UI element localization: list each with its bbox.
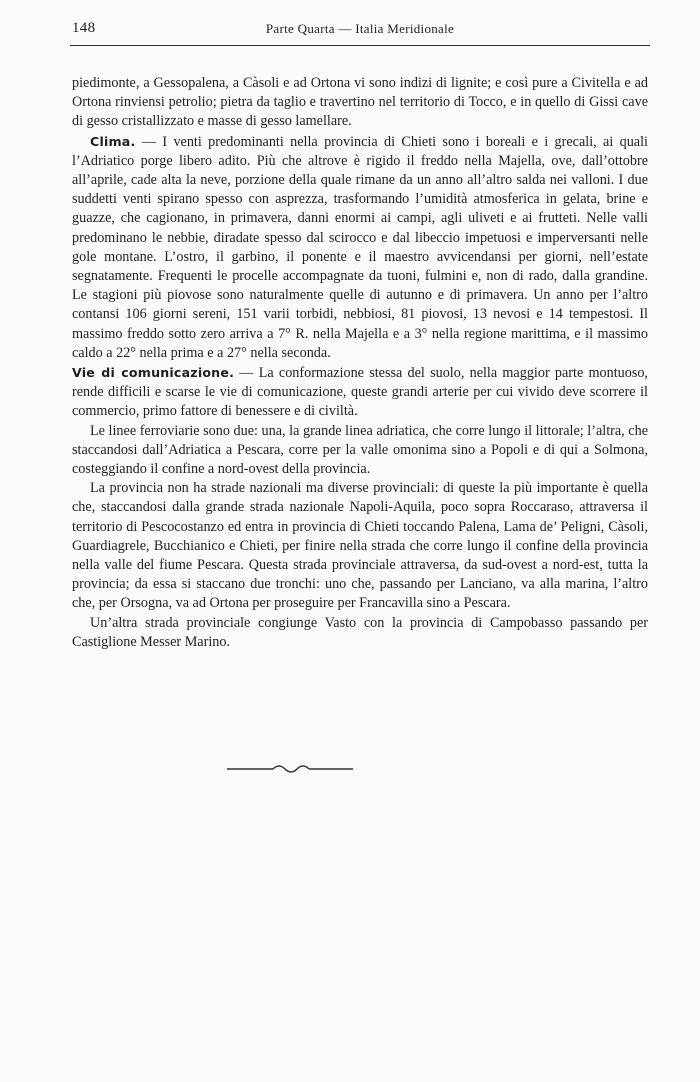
running-title: Parte Quarta — Italia Meridionale: [265, 21, 455, 36]
paragraph-linee-ferroviarie: [72, 422, 648, 480]
section-title-clima: Clima.: [90, 133, 136, 149]
paragraph-strade-provinciali: [72, 479, 648, 613]
body-text: [72, 74, 648, 652]
running-head: [72, 18, 648, 40]
paragraph-lignite: [72, 74, 648, 132]
section-title-vie-di-comunicazione: Vie di comunicazione.: [72, 365, 235, 381]
paragraph-text: La provincia non ha strade nazionali ma diverse provinciali: di queste la più importante è quella che, staccandosi dalla grande strada nazionale Napoli-Aquila, poco sopra Roccaraso, attraversa il territorio di Pescocostanzo ed entra in provincia di Chieti toccando Palena, Lama de’ Peligni, Càsoli, Guardiagrele, Bucchianico e Chieti, per finire nella strada che corre lungo il confine della provincia nella valle del fiume Pescara. Questa strada provinciale attraversa, da sud-ovest a nord-est, tutta la provincia; da essa si staccano due tronchi: uno che, passando per Lanciano, va alla marina, l’altro che, per Orsogna, va ad Ortona per proseguire per Francavilla sino a Pescara.: [72, 480, 648, 612]
paragraph-vie-di-comunicazione: [72, 363, 648, 422]
page-number: 148: [72, 20, 96, 36]
paragraph-text: — La conformazione stessa del suolo, nella maggior parte montuoso, rende difficili e scarse le vie di comunicazione, queste grandi arterie per cui vivido deve scorrere il commercio, primo fattore di benessere e di civiltà.: [72, 365, 648, 420]
paragraph-text: piedimonte, a Gessopalena, a Càsoli e ad Ortona vi sono indizi di lignite; e così pure a Civitella e ad Ortona rinviensi petrolio; pietra da taglio e travertino nel territorio di Tocco, e in quello di Gissi cave di gesso cristallizzato e masse di gesso lamellare.: [72, 75, 648, 130]
paragraph-text: Le linee ferroviarie sono due: una, la grande linea adriatica, che corre lungo il littorale; l’altra, che staccandosi dall’Adriatica a Pescara, corre per la valle omonima sino a Popoli e di qui a Solmona, costeggiando il confine a nord-ovest della provincia.: [72, 422, 648, 478]
paragraph-clima: [72, 132, 648, 363]
book-page: [72, 18, 648, 650]
paragraph-vasto-campobasso: [72, 614, 648, 652]
typographic-rule-ornament-icon: [225, 762, 355, 776]
paragraph-text: — I venti predominanti nella provincia di Chieti sono i boreali e i grecali, ai quali l’Adriatico porge libero adito. Più che altrove è rigido il freddo nella Majella, ove, dall’ottobre all’aprile, cade alta la neve, porzione della quale rimane da un anno all’altro salda nei valloni. I due suddetti venti spirano spesso con asprezza, trasformando l’umidità atmosferica in gelata, brine e guazze, che cagionano, in primavera, danni enormi ai campi, agli uliveti e ai frutteti. Nelle valli predominano le nebbie, diradate spesso dal scirocco e dal libeccio impetuosi e imperversanti nelle gole montane. L’ostro, il garbino, il ponente e il maestro avvicendansi per giorni, nell’estate segnatamente. Frequenti le procelle accompagnate da tuoni, fulmini e, non di rado, dalla grandine. Le stagioni più piovose sono naturalmente quelle di autunno e di primavera. Un anno per l’altro contansi 106 giorni sereni, 151 varii torbidi, nebbiosi, 81 piovosi, 13 nevosi e 14 tempestosi. Il massimo freddo sotto zero arriva a 7° R. nella Majella e a 3° nella regione marittima, e il massimo caldo a 22° nella prima e a 27° nella seconda.: [72, 133, 648, 361]
header-rule: [70, 45, 650, 46]
paragraph-text: Un’altra strada provinciale congiunge Vasto con la provincia di Campobasso passando per Castiglione Messer Marino.: [72, 614, 648, 650]
